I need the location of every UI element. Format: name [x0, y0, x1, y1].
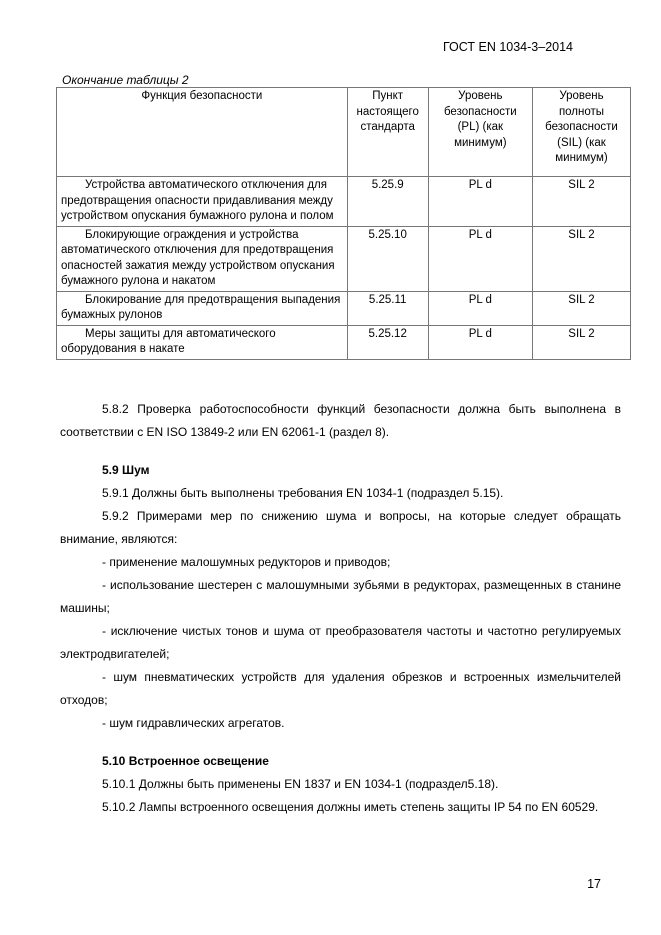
paragraph-5-9-1: 5.9.1 Должны быть выполнены требования EN 1034-1 (подраздел 5.15). — [102, 486, 504, 500]
list-item: - шум гидравлических агрегатов. — [102, 716, 285, 730]
cell-sil: SIL 2 — [533, 291, 631, 325]
column-header-sil: Уровень полноты безопасности (SIL) (как минимум) — [533, 88, 631, 177]
cell-function: Блокирование для предотвращения выпадения бумажных рулонов — [57, 291, 348, 325]
cell-pl: PL d — [428, 291, 532, 325]
list-item: - применение малошумных редукторов и приводов; — [102, 555, 391, 569]
column-header-pl: Уровень безопасности (PL) (как минимум) — [428, 88, 532, 177]
cell-clause: 5.25.9 — [347, 177, 428, 227]
table-row — [57, 177, 631, 227]
cell-clause: 5.25.11 — [347, 291, 428, 325]
cell-pl: PL d — [428, 325, 532, 359]
cell-pl: PL d — [428, 226, 532, 291]
list-item: - использование шестерен с малошумными зубьями в редукторах, размещенных в станине машины; — [60, 578, 621, 615]
table-caption: Окончание таблицы 2 — [62, 73, 189, 87]
table-row — [57, 325, 631, 359]
section-heading-5-10: 5.10 Встроенное освещение — [102, 754, 269, 768]
list-item: - шум пневматических устройств для удаления обрезков и встроенных измельчителей отходов; — [60, 670, 621, 707]
cell-function: Блокирующие ограждения и устройства автоматического отключения для предотвращения опасностей зажатия между устройством опускания бумажного рулона и накатом — [57, 226, 348, 291]
cell-sil: SIL 2 — [533, 177, 631, 227]
body-text — [60, 398, 621, 819]
list-item: - исключение чистых тонов и шума от преобразователя частоты и частотно регулируемых электродвигателей; — [60, 624, 621, 661]
table-header-row — [57, 88, 631, 177]
cell-sil: SIL 2 — [533, 226, 631, 291]
column-header-function: Функция безопасности — [57, 88, 348, 177]
cell-pl: PL d — [428, 177, 532, 227]
cell-clause: 5.25.10 — [347, 226, 428, 291]
section-heading-5-9: 5.9 Шум — [102, 463, 150, 477]
page-number: 17 — [587, 877, 601, 891]
document-code: ГОСТ EN 1034-3–2014 — [442, 40, 573, 54]
table-row — [57, 291, 631, 325]
paragraph-5-10-2: 5.10.2 Лампы встроенного освещения должны иметь степень защиты IP 54 по EN 60529. — [102, 800, 599, 814]
paragraph-5-10-1: 5.10.1 Должны быть применены EN 1837 и EN 1034-1 (подраздел5.18). — [102, 777, 499, 791]
cell-sil: SIL 2 — [533, 325, 631, 359]
paragraph-5-9-2: 5.9.2 Примерами мер по снижению шума и вопросы, на которые следует обращать внимание, являются: — [60, 509, 621, 546]
column-header-clause: Пункт настоящего стандарта — [347, 88, 428, 177]
cell-clause: 5.25.12 — [347, 325, 428, 359]
safety-functions-table — [56, 87, 631, 360]
cell-function: Меры защиты для автоматического оборудования в накате — [57, 325, 348, 359]
paragraph-5-8-2: 5.8.2 Проверка работоспособности функций безопасности должна быть выполнена в соответствии с EN ISO 13849-2 или EN 62061-1 (раздел 8). — [60, 402, 621, 439]
cell-function: Устройства автоматического отключения для предотвращения опасности придавливания между устройством опускания бумажного рулона и полом — [57, 177, 348, 227]
table-row — [57, 226, 631, 291]
